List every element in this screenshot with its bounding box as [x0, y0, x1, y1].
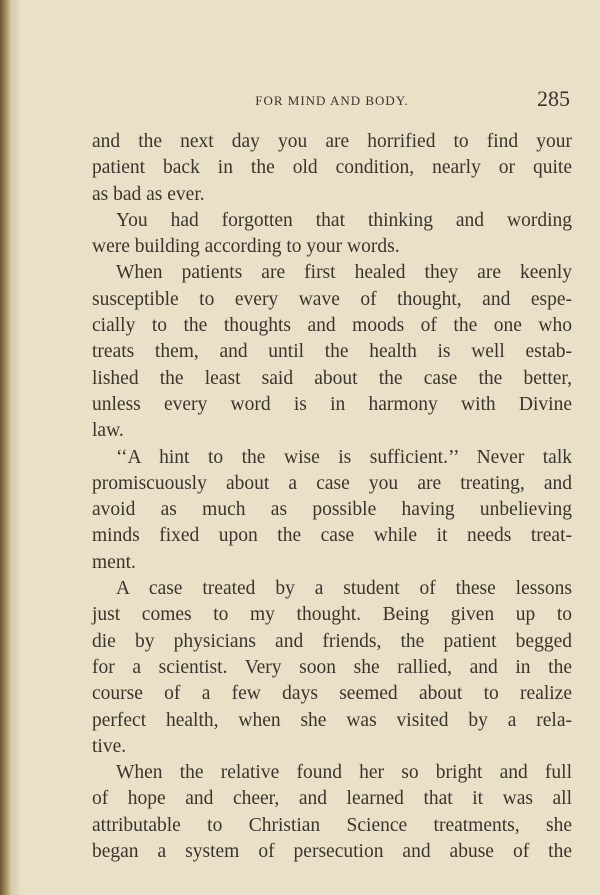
text-line-content: ‘‘A hint to the wise is sufficient.’’ Never talk [116, 446, 572, 468]
text-line-content: course of a few days seemed about to realize [92, 683, 572, 705]
text-line-content: avoid as much as possible having unbelieving [92, 499, 572, 521]
text-line [92, 129, 572, 155]
page-header [92, 86, 572, 112]
text-line-content: began a system of persecution and abuse of the [92, 841, 572, 863]
text-line [92, 313, 572, 339]
text-line [92, 655, 572, 681]
text-line [92, 786, 572, 812]
text-line-content: lished the least said about the case the better, [92, 367, 572, 389]
text-line-content: attributable to Christian Science treatments, she [92, 814, 572, 836]
text-line [92, 760, 572, 786]
text-line-content: promiscuously about a case you are treating, and [92, 472, 572, 494]
text-line-content: law. [92, 420, 124, 442]
text-line-content: unless every word is in harmony with Divine [92, 393, 572, 415]
text-line-content: A case treated by a student of these lessons [116, 578, 572, 600]
text-line-content: ment. [92, 551, 136, 573]
text-line [92, 523, 572, 549]
text-line-content: of hope and cheer, and learned that it was all [92, 788, 572, 810]
text-line [92, 708, 572, 734]
text-line [92, 260, 572, 286]
text-line-content: were building according to your words. [92, 236, 400, 258]
text-line-content: just comes to my thought. Being given up to [92, 604, 572, 626]
text-line [92, 182, 572, 208]
text-line-content: as bad as ever. [92, 183, 205, 205]
text-line [92, 366, 572, 392]
running-title: FOR MIND AND BODY. [255, 93, 409, 108]
text-line-content: perfect health, when she was visited by a rela- [92, 709, 572, 731]
text-line [92, 418, 572, 444]
text-line [92, 602, 572, 628]
text-line [92, 497, 572, 523]
text-line-content: minds fixed upon the case while it needs treat- [92, 525, 572, 547]
text-line-content: You had forgotten that thinking and wording [116, 209, 572, 231]
text-line [92, 734, 572, 760]
text-line [92, 813, 572, 839]
text-line [92, 550, 572, 576]
text-line [92, 155, 572, 181]
text-line [92, 445, 572, 471]
text-line [92, 234, 572, 260]
text-line [92, 208, 572, 234]
text-line-content: and the next day you are horrified to find your [92, 131, 572, 152]
text-line-content: die by physicians and friends, the patient begged [92, 630, 572, 652]
text-line [92, 471, 572, 497]
body-text [92, 129, 572, 865]
text-line-content: susceptible to every wave of thought, and espe- [92, 288, 572, 310]
text-line-content: treats them, and until the health is well estab- [92, 341, 572, 363]
text-line-content: for a scientist. Very soon she rallied, and in the [92, 656, 572, 678]
text-line [92, 287, 572, 313]
text-line [92, 392, 572, 418]
text-line-content: When the relative found her so bright and full [116, 762, 572, 784]
text-line [92, 629, 572, 655]
book-spine-edge [0, 0, 12, 895]
text-line-content: When patients are first healed they are keenly [116, 262, 572, 284]
text-line-content: patient back in the old condition, nearly or quite [92, 157, 572, 179]
text-line [92, 576, 572, 602]
page-number: 285 [537, 86, 570, 111]
text-line [92, 839, 572, 865]
text-line-content: cially to the thoughts and moods of the one who [92, 315, 572, 337]
text-line [92, 339, 572, 365]
text-line [92, 681, 572, 707]
text-line-content: tive. [92, 735, 127, 757]
page-gutter [12, 0, 22, 895]
